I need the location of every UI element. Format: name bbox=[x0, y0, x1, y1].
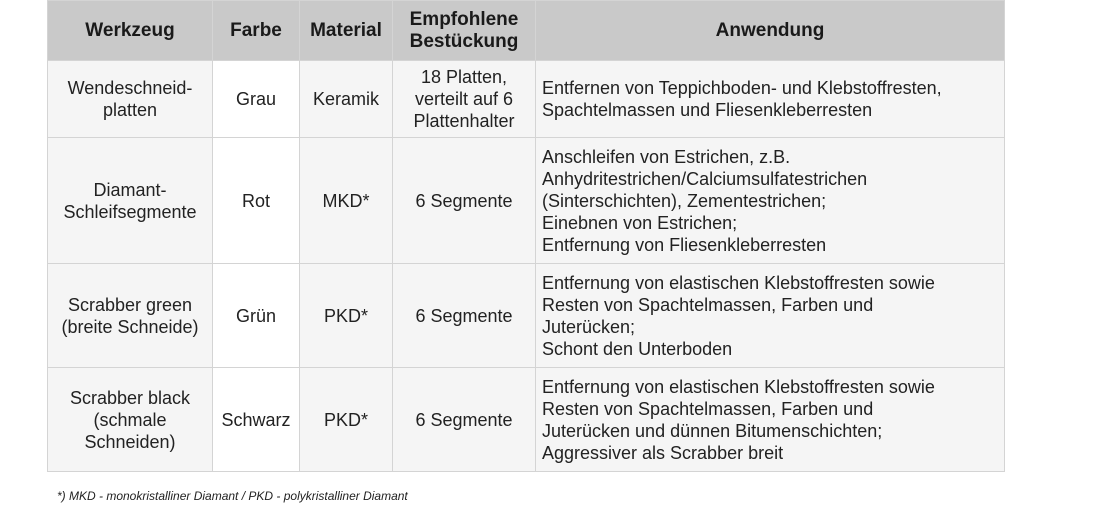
cell-bestueckung: 6 Segmente bbox=[393, 138, 536, 264]
cell-anwendung: Entfernung von elastischen Klebstoffresten sowie Resten von Spachtelmassen, Farben und Juterücken und dünnen Bitumenschichten; Aggressiver als Scrabber breit bbox=[536, 368, 1005, 472]
header-werkzeug: Werkzeug bbox=[48, 1, 213, 61]
cell-farbe: Schwarz bbox=[213, 368, 300, 472]
cell-material: MKD* bbox=[300, 138, 393, 264]
header-anwendung: Anwendung bbox=[536, 1, 1005, 61]
header-bestueckung: Empfohlene Bestückung bbox=[393, 1, 536, 61]
cell-farbe: Rot bbox=[213, 138, 300, 264]
cell-material: Keramik bbox=[300, 61, 393, 138]
cell-bestueckung: 18 Platten, verteilt auf 6 Plattenhalter bbox=[393, 61, 536, 138]
header-material: Material bbox=[300, 1, 393, 61]
cell-material: PKD* bbox=[300, 368, 393, 472]
tool-table bbox=[47, 0, 1005, 472]
cell-werkzeug: Scrabber green (breite Schneide) bbox=[48, 264, 213, 368]
cell-material: PKD* bbox=[300, 264, 393, 368]
cell-anwendung: Anschleifen von Estrichen, z.B. Anhydritestrichen/Calciumsulfatestrichen (Sinterschichten), Zementestrichen; Einebnen von Estrichen; Entfernung von Fliesenkleberresten bbox=[536, 138, 1005, 264]
cell-werkzeug: Scrabber black (schmale Schneiden) bbox=[48, 368, 213, 472]
footnote: *) MKD - monokristalliner Diamant / PKD - polykristalliner Diamant bbox=[57, 489, 408, 503]
cell-farbe: Grün bbox=[213, 264, 300, 368]
header-row bbox=[48, 1, 1005, 61]
cell-farbe: Grau bbox=[213, 61, 300, 138]
cell-werkzeug: Wendeschneid- platten bbox=[48, 61, 213, 138]
cell-anwendung: Entfernen von Teppichboden- und Klebstoffresten, Spachtelmassen und Fliesenkleberresten bbox=[536, 61, 1005, 138]
cell-bestueckung: 6 Segmente bbox=[393, 368, 536, 472]
table-row bbox=[48, 138, 1005, 264]
table-row bbox=[48, 368, 1005, 472]
table-row bbox=[48, 264, 1005, 368]
header-farbe: Farbe bbox=[213, 1, 300, 61]
cell-bestueckung: 6 Segmente bbox=[393, 264, 536, 368]
table-row bbox=[48, 61, 1005, 138]
cell-anwendung: Entfernung von elastischen Klebstoffresten sowie Resten von Spachtelmassen, Farben und Juterücken; Schont den Unterboden bbox=[536, 264, 1005, 368]
cell-werkzeug: Diamant- Schleifsegmente bbox=[48, 138, 213, 264]
